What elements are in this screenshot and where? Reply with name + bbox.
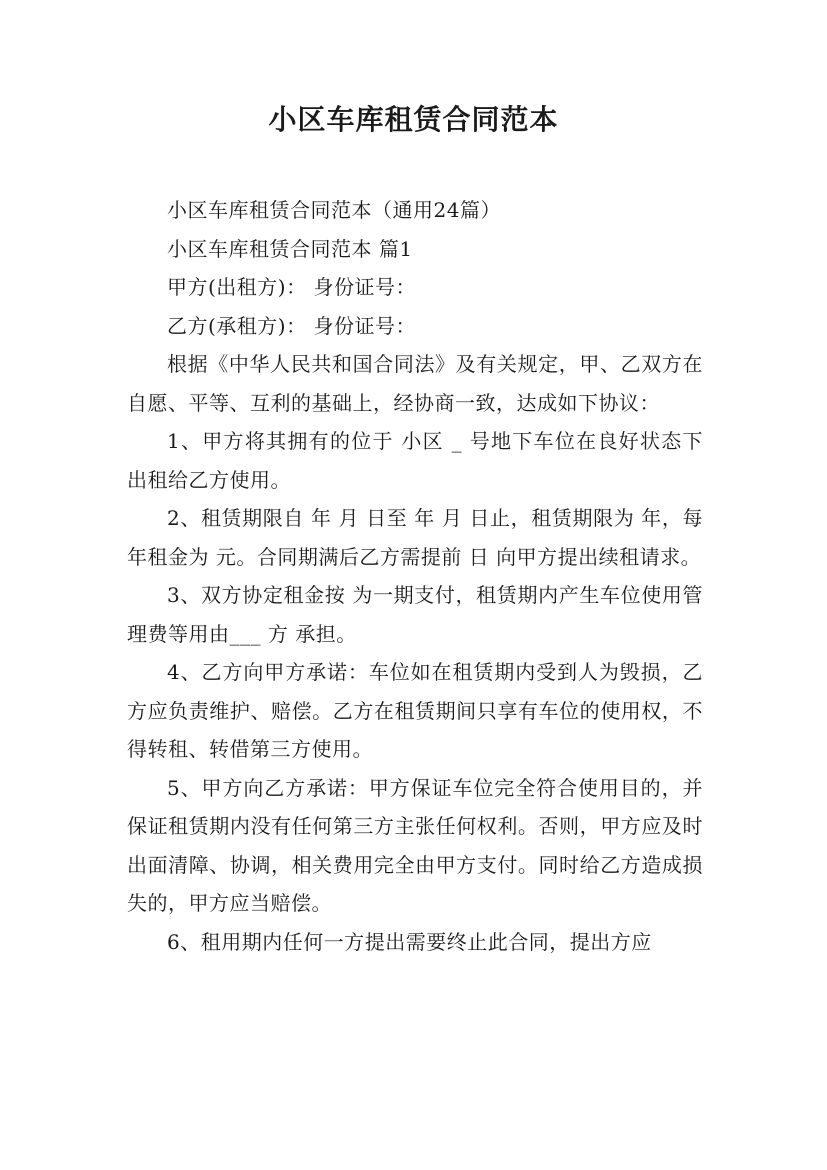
subtitle-paragraph: 小区车库租赁合同范本（通用24篇） xyxy=(167,198,501,222)
clause-5: 5、甲方向乙方承诺：甲方保证车位完全符合使用目的，并保证租赁期内没有任何第三方主张任何权利。否则，甲方应及时出面清障、协调，相关费用完全由甲方支付。同时给乙方造成损失的，甲方应当赔偿。 xyxy=(127,775,703,915)
clause-2: 2、租赁期限自 年 月 日至 年 月 日止，租赁期限为 年，每年租金为 元。合同期满后乙方需提前 日 向甲方提出续租请求。 xyxy=(127,506,703,569)
clause-4: 4、乙方向甲方承诺：车位如在租赁期内受到人为毁损，乙方应负责维护、赔偿。乙方在租赁期间只享有车位的使用权，不得转租、转借第三方使用。 xyxy=(127,660,703,761)
section-heading: 小区车库租赁合同范本 篇1 xyxy=(167,236,413,261)
clause-1: 1、甲方将其拥有的位于 小区 _ 号地下车位在良好状态下出租给乙方使用。 xyxy=(127,429,703,492)
party-a-line: 甲方(出租方)： 身份证号： xyxy=(167,275,416,299)
document-title: 小区车库租赁合同范本 xyxy=(268,103,559,136)
clause-6: 6、租用期内任何一方提出需要终止此合同，提出方应 xyxy=(167,929,652,954)
document-body xyxy=(127,191,703,961)
clause-3: 3、双方协定租金按 为一期支付，租赁期内产生车位使用管理费等用由___ 方 承担。 xyxy=(127,583,703,646)
preamble-paragraph: 根据《中华人民共和国合同法》及有关规定，甲、乙双方在自愿、平等、互利的基础上，经协商一致，达成如下协议： xyxy=(127,352,703,415)
party-b-line: 乙方(承租方)： 身份证号： xyxy=(167,313,416,338)
